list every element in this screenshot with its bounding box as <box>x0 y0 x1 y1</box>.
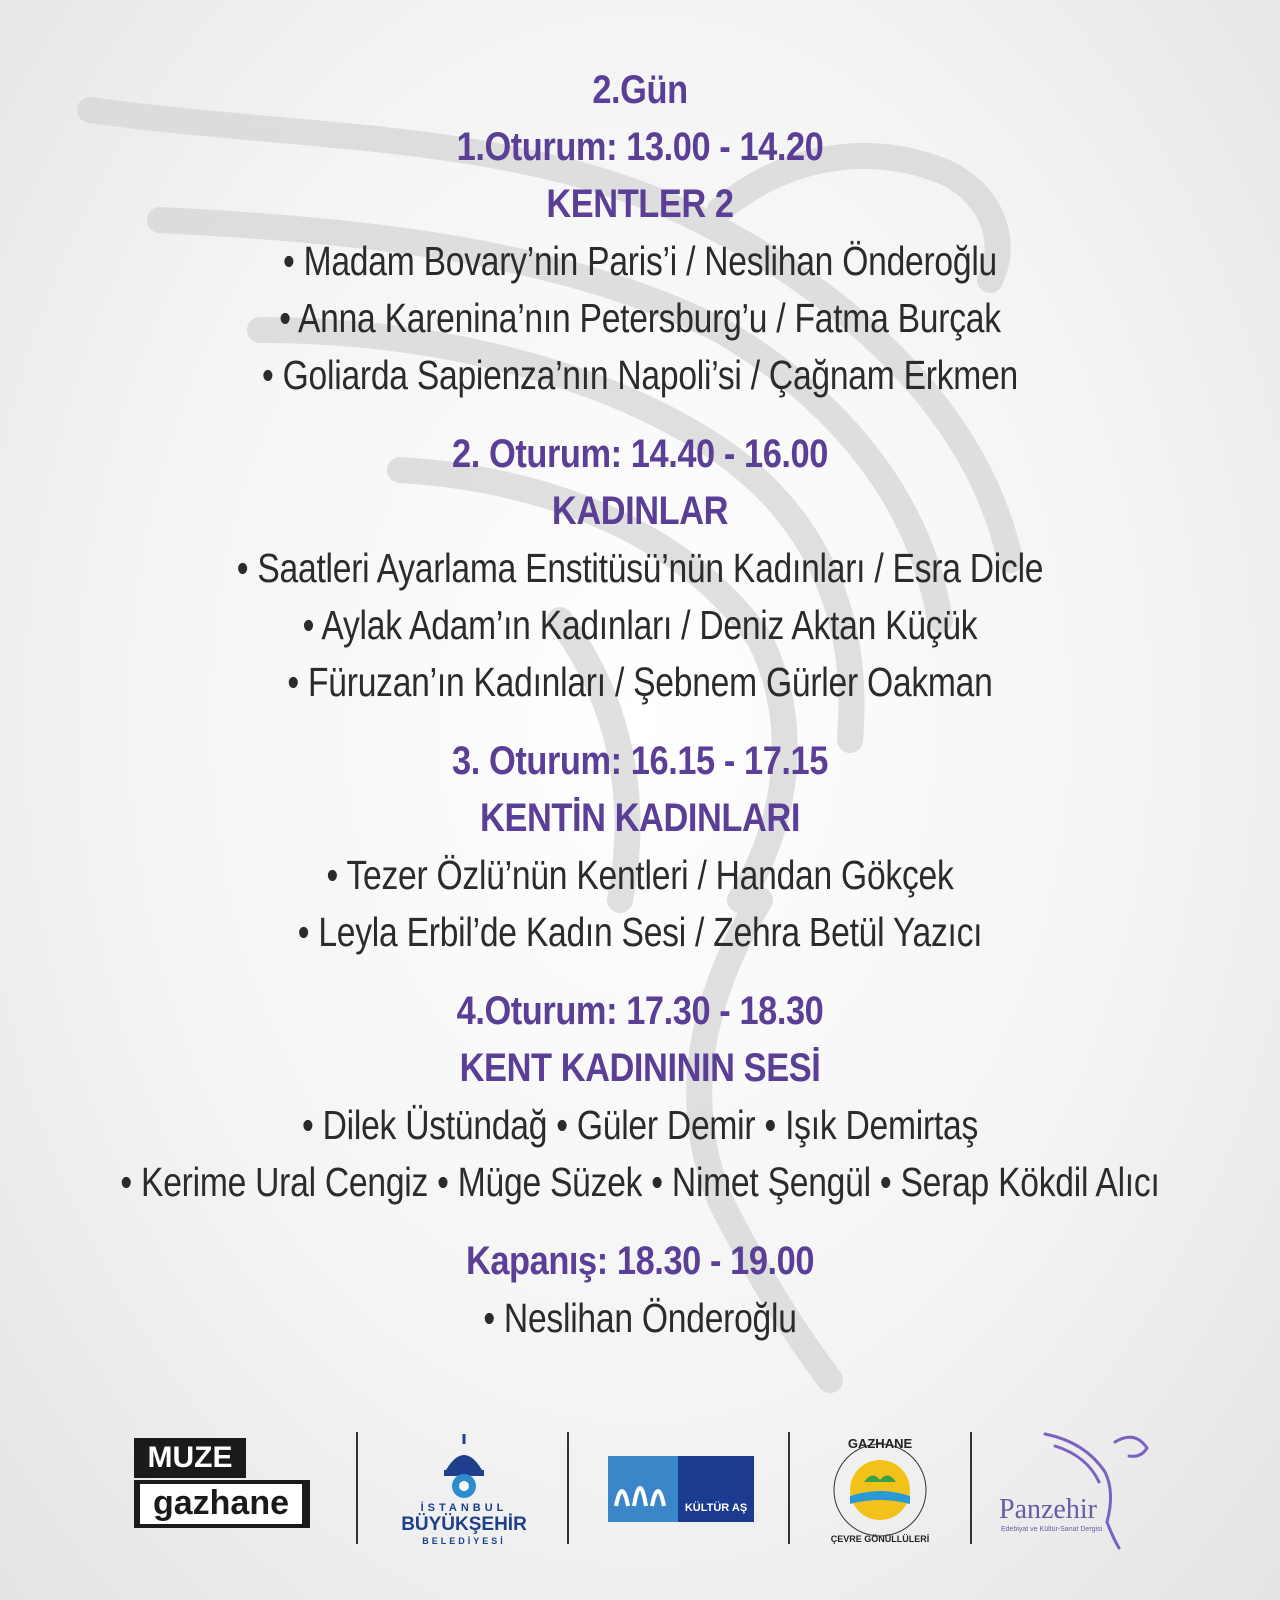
ibb-line1: İSTANBUL <box>420 1502 508 1514</box>
session-title: KENTLER 2 <box>546 182 734 226</box>
panzehir-tagline: Edebiyat ve Kültür-Sanat Dergisi <box>1001 1526 1103 1533</box>
talk-item: • Saatleri Ayarlama Enstitüsü’nün Kadınları / Esra Dicle <box>236 545 1044 591</box>
muze-logo-text: MUZE <box>134 1438 246 1478</box>
session-third <box>0 733 1280 961</box>
gazhane-logo-text: gazhane <box>140 1484 302 1524</box>
talk-item: • Füruzan’ın Kadınları / Şebnem Gürler Oakman <box>287 659 993 705</box>
logo-divider <box>788 1432 790 1544</box>
speaker-list: • Kerime Ural Cengiz • Müge Süzek • Nimet Şengül • Serap Kökdil Alıcı <box>120 1159 1160 1205</box>
talk-item: • Madam Bovary’nin Paris’i / Neslihan Önderoğlu <box>282 238 998 284</box>
session-day2-first <box>0 62 1280 404</box>
session-second <box>0 426 1280 711</box>
session-title: KENTİN KADINLARI <box>480 796 800 840</box>
panzehir-logo <box>995 1422 1185 1552</box>
session-fourth <box>0 983 1280 1211</box>
session-closing <box>0 1233 1280 1347</box>
closing-time: Kapanış: 18.30 - 19.00 <box>465 1239 815 1283</box>
logo-divider <box>970 1432 972 1544</box>
talk-item: • Goliarda Sapienza’nın Napoli’si / Çağnam Erkmen <box>262 352 1018 398</box>
gcg-ring-bottom: ÇEVRE GÖNÜLLÜLERİ <box>830 1534 930 1544</box>
gcg-ring-top: GAZHANE <box>847 1436 913 1451</box>
speaker-list: • Dilek Üstündağ • Güler Demir • Işık Demirtaş <box>301 1102 979 1148</box>
kultur-as-logo <box>608 1456 754 1522</box>
ibb-line3: BELEDİYESİ <box>422 1536 506 1546</box>
session-title: KADINLAR <box>551 489 729 533</box>
talk-item: • Anna Karenina’nın Petersburg’u / Fatma Burçak <box>279 295 1001 341</box>
talk-item: • Tezer Özlü’nün Kentleri / Handan Gökçek <box>326 852 954 898</box>
session-title: KENT KADINININ SESİ <box>459 1046 821 1090</box>
muze-gazhane-logo <box>134 1438 310 1534</box>
talk-item: • Leyla Erbil’de Kadın Sesi / Zehra Betül Yazıcı <box>297 909 983 955</box>
ibb-logo <box>384 1430 544 1548</box>
program-schedule <box>0 62 1280 1369</box>
session-time: 4.Oturum: 17.30 - 18.30 <box>456 989 824 1033</box>
kultur-emblem-icon <box>608 1456 678 1522</box>
day-title: 2.Gün <box>592 68 688 112</box>
sponsor-logos <box>0 1410 1280 1550</box>
panzehir-name: Panzehir <box>999 1494 1097 1525</box>
gazhane-logo-box <box>134 1480 310 1528</box>
ibb-emblem-icon <box>384 1430 544 1502</box>
ibb-line2: BÜYÜKŞEHİR <box>401 1514 527 1535</box>
gcg-emblem-icon <box>820 1430 940 1550</box>
kultur-label: KÜLTÜR AŞ <box>684 1502 748 1514</box>
closing-speaker: • Neslihan Önderoğlu <box>483 1295 797 1341</box>
session-time: 3. Oturum: 16.15 - 17.15 <box>452 739 828 783</box>
talk-item: • Aylak Adam’ın Kadınları / Deniz Aktan Küçük <box>302 602 978 648</box>
session-time: 2. Oturum: 14.40 - 16.00 <box>452 432 828 476</box>
session-time: 1.Oturum: 13.00 - 14.20 <box>456 125 824 169</box>
gazhane-cevre-gonulluleri-logo <box>820 1430 940 1550</box>
logo-divider <box>567 1432 569 1544</box>
logo-divider <box>356 1432 358 1544</box>
